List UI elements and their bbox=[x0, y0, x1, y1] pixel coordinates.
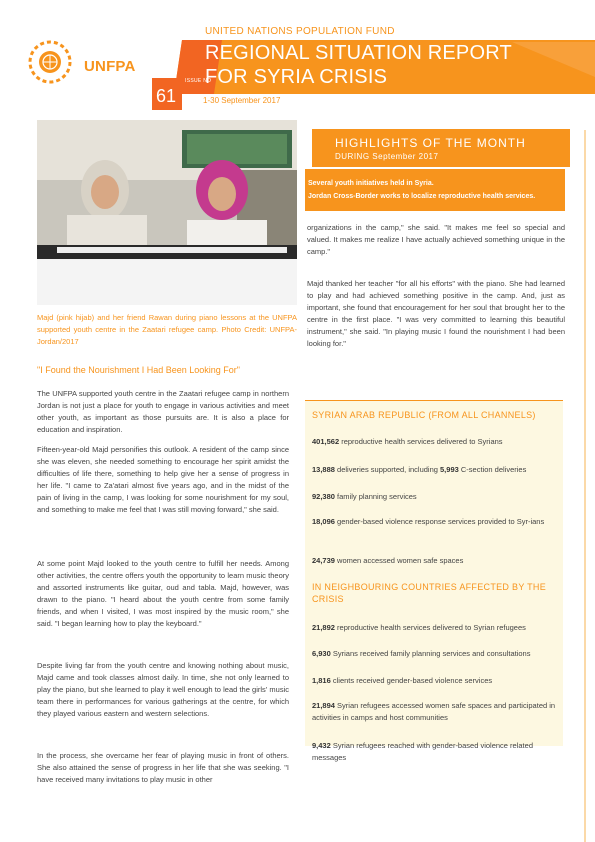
right-margin-rule bbox=[584, 130, 586, 842]
stat-item: 21,894 Syrian refugees accessed women safe spaces and participated in activities in camps and host communities bbox=[312, 701, 556, 722]
story-paragraph: The UNFPA supported youth centre in the Zaatari refugee camp in northern Jordan is not just a place for youth to engage in various activities and meet other youth, as important as those pursuits are. It is also a place for education and inspiration. bbox=[37, 389, 289, 434]
highlight-item: Jordan Cross-Border works to localize reproductive health services. bbox=[308, 193, 536, 200]
stat-item: 92,380 family planning services bbox=[312, 492, 417, 501]
issue-number: 61 bbox=[156, 86, 177, 106]
highlights-subtitle: DURING September 2017 bbox=[335, 152, 439, 161]
stat-item: 9,432 Syrian refugees reached with gender-based violence related messages bbox=[312, 741, 533, 762]
story-paragraph: At some point Majd looked to the youth centre to fulfill her needs. Among other activities, the centre offers youth the opportunity to learn music theory and assorted instruments like guitar, oud and tabla. Majd, however, was drawn to the piano. "I heard about the youth centre from some family friends, and when I visited, I was most inspired by the music room," she said. "I began learning how to play the keyboard." bbox=[37, 559, 289, 628]
stat-item: 1,816 clients received gender-based violence services bbox=[312, 676, 493, 685]
agency-name: UNITED NATIONS POPULATION FUND bbox=[205, 26, 395, 37]
unfpa-logo-icon bbox=[22, 34, 78, 90]
highlights-title: HIGHLIGHTS OF THE MONTH bbox=[335, 136, 526, 150]
stat-item: 401,562 reproductive health services delivered to Syrians bbox=[312, 437, 503, 446]
highlights-box bbox=[305, 169, 565, 211]
stat-item: 21,892 reproductive health services delivered to Syrian refugees bbox=[312, 623, 526, 632]
story-photo bbox=[37, 120, 297, 305]
story-paragraph: In the process, she overcame her fear of playing music in front of others. She also attained the sense of progress in her life that she was seeking. "I have received many invitations to play music in other bbox=[37, 751, 289, 784]
stat-item: 13,888 deliveries supported, including 5,993 C-section deliveries bbox=[312, 465, 527, 474]
highlight-item: Several youth initiatives held in Syria. bbox=[308, 180, 434, 187]
story-paragraph: organizations in the camp," she said. "It makes me feel so special and valued. It makes me realize I have actually achieved something unique in the camp." bbox=[307, 223, 565, 256]
story-paragraph: Fifteen-year-old Majd personifies this outlook. A resident of the camp since she was eleven, she needed something to encourage her spirit amidst the difficulties of life there, something to help give her a sense of progress in her life. "I came to Za'atari almost five years ago, and in the midst of the pain of living in the camp, I was looking for some nourishment for my soul, and something to make me feel that I was still moving forward," she said. bbox=[37, 445, 289, 514]
logo-wordmark: UNFPA bbox=[84, 58, 136, 75]
stat-item: 6,930 Syrians received family planning services and consultations bbox=[312, 649, 531, 658]
report-title-line-2: FOR SYRIA CRISIS bbox=[205, 66, 388, 88]
story-paragraph: Despite living far from the youth centre and knowing nothing about music, Majd came and took classes almost daily. In time, she not only learned to play the piano, but she learned to play it well enough to lead the girls' music team there in performances for various gatherings at the centre, for which they played various eastern and western selections. bbox=[37, 661, 289, 718]
neighbour-stats-heading: CRISIS bbox=[312, 594, 344, 604]
story-paragraph: Majd thanked her teacher "for all his efforts" with the piano. She had learned to play and had achieved something positive in the camp. And, just as important, she found that encouragement for her soul that brought her to the centre in the first place. "I was very committed to learning this beautiful instrument," she said. "In playing music I found the nourishment I had been looking for." bbox=[307, 279, 565, 348]
stat-item: 24,739 women accessed women safe spaces bbox=[312, 556, 464, 565]
syria-stats-heading: SYRIAN ARAB REPUBLIC (FROM ALL CHANNELS) bbox=[312, 410, 536, 420]
stat-item: 18,096 gender-based violence response services provided to Syr-ians bbox=[312, 517, 545, 526]
stats-panel bbox=[305, 400, 563, 746]
story-heading: "I Found the Nourishment I Had Been Looking For" bbox=[37, 365, 241, 375]
photo-caption: Majd (pink hijab) and her friend Rawan during piano lessons at the UNFPA supported youth centre in the Zaatari refugee camp. Photo Credit: UNFPA-Jordan/2017 bbox=[37, 313, 297, 346]
report-date: 1-30 September 2017 bbox=[203, 96, 281, 105]
issue-label: ISSUE NO bbox=[185, 78, 212, 84]
neighbour-stats-heading: IN NEIGHBOURING COUNTRIES AFFECTED BY THE bbox=[312, 582, 546, 592]
report-title-line-1: REGIONAL SITUATION REPORT bbox=[205, 42, 512, 64]
